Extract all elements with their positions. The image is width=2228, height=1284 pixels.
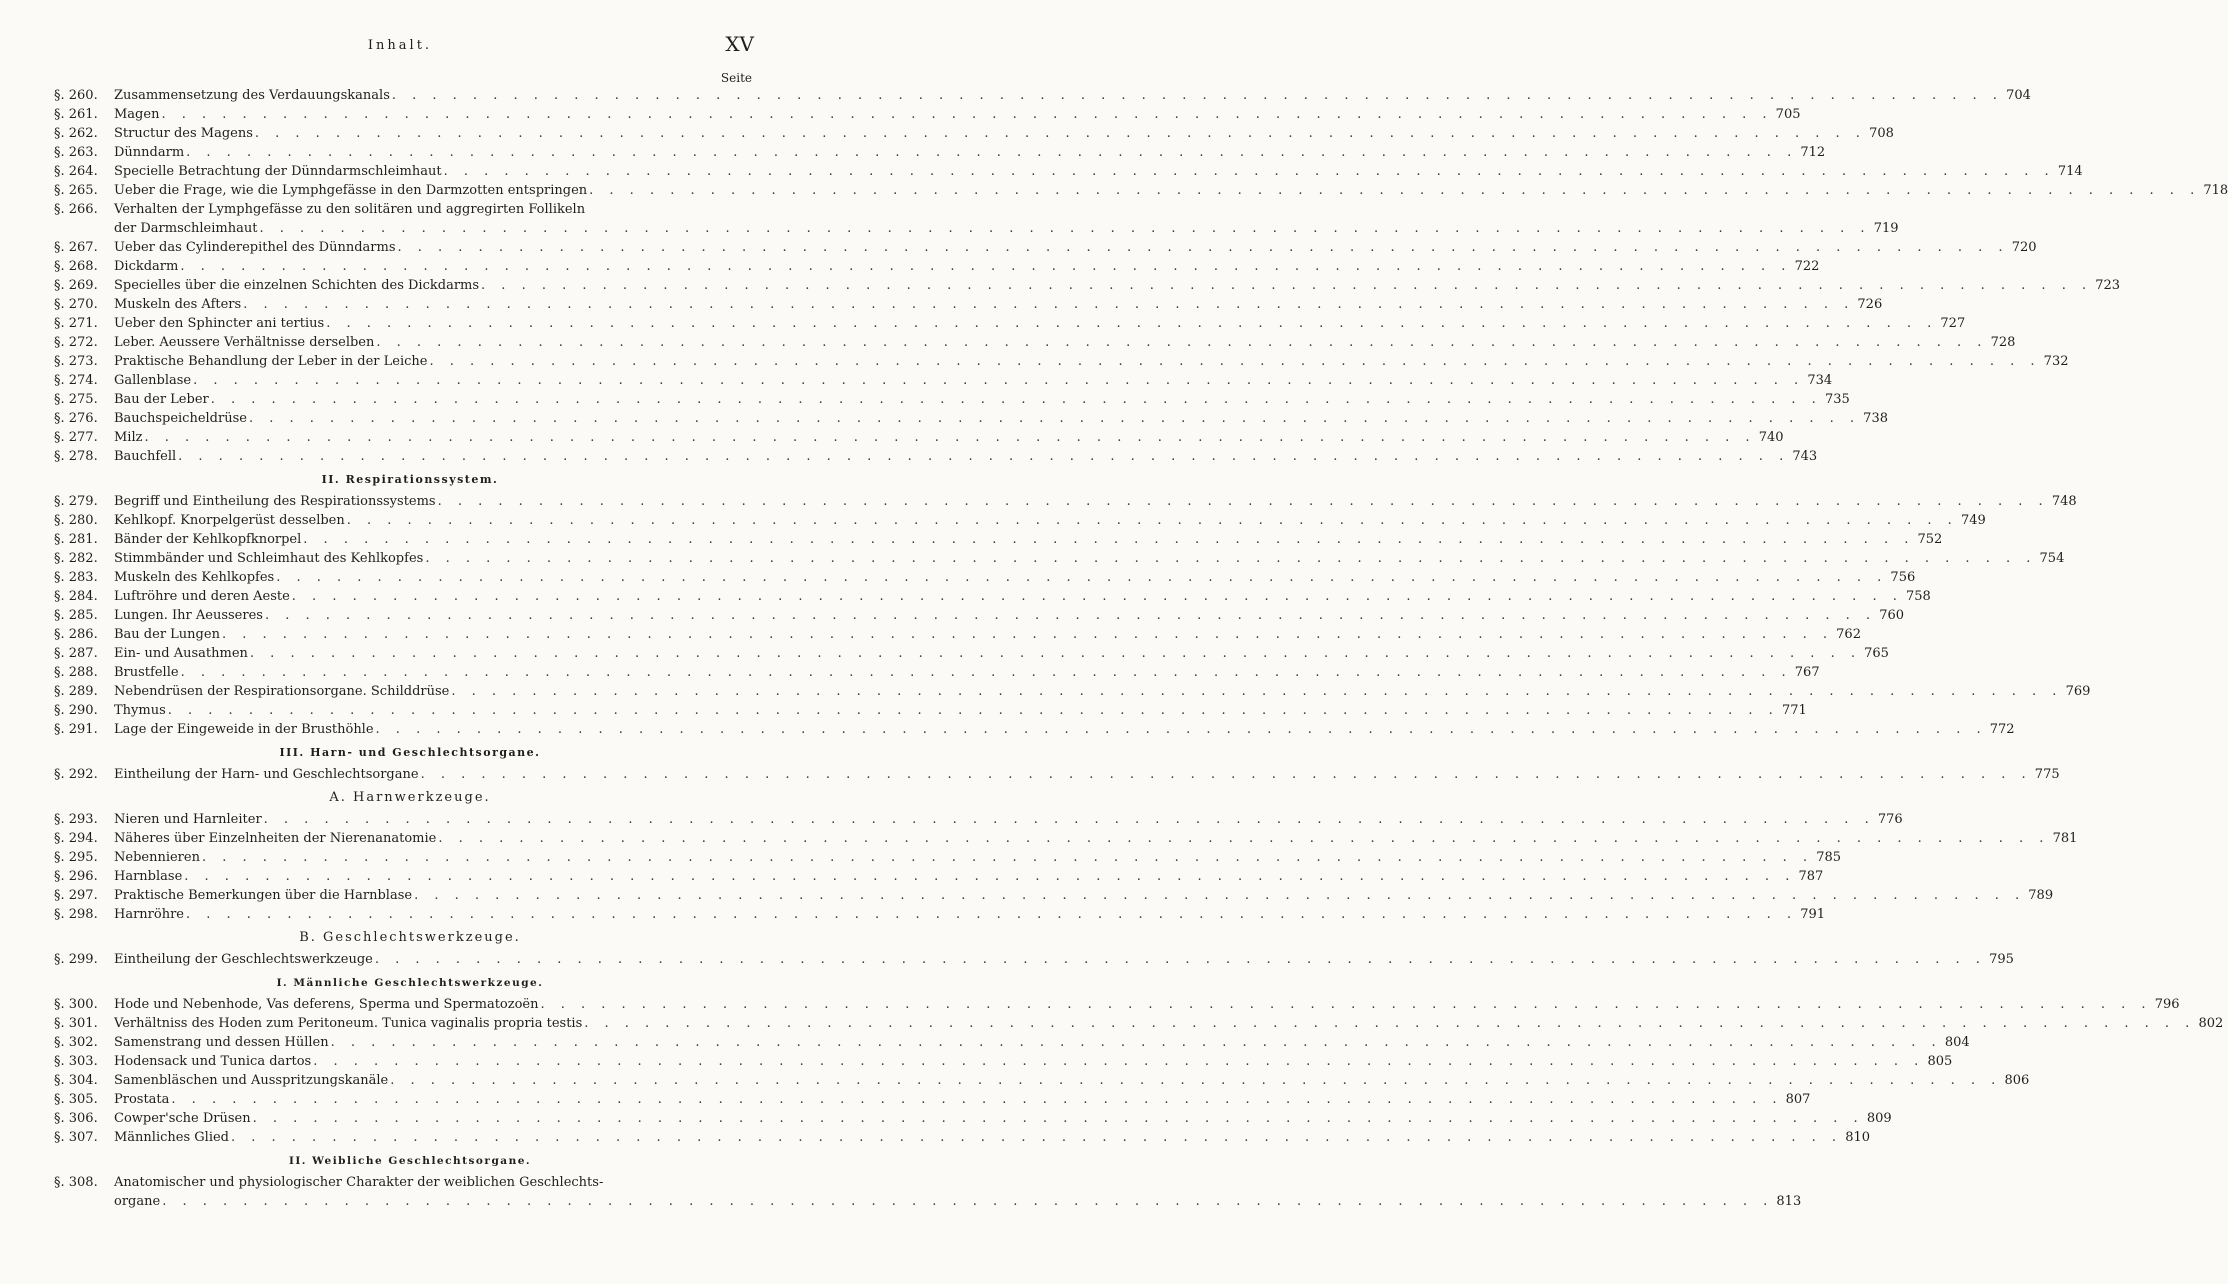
section-number: §. 273. — [54, 354, 98, 369]
dot-leader: . . . . . . . . . . . . . . . . . . . . . . . . . . . . . . . . . . . . . . . . . . . . . . . . . . . . . . . . . . . . . . . . . . . . . . . . . . . . . . . . — [425, 551, 2037, 566]
toc-entry — [54, 257, 1820, 276]
toc-entry — [54, 447, 1818, 466]
toc-entry — [54, 238, 2037, 257]
section-number: §. 300. — [54, 997, 98, 1012]
section-number: §. 281. — [54, 532, 98, 547]
entry-title: Dickdarm — [114, 259, 179, 274]
toc-entry — [54, 1173, 1802, 1211]
toc-entry — [54, 352, 2069, 371]
section-number: §. 275. — [54, 392, 98, 407]
section-number: §. 264. — [54, 164, 98, 179]
toc-entry — [54, 314, 1966, 333]
page-number: 735 — [1824, 392, 1850, 407]
dot-leader: . . . . . . . . . . . . . . . . . . . . . . . . . . . . . . . . . . . . . . . . . . . . . . . . . . . . . . . . . . . . . . . . . . . . . . . . . . . . . . . . — [144, 430, 1756, 445]
entry-title: Hodensack und Tunica dartos — [114, 1054, 312, 1069]
section-number: §. 274. — [54, 373, 98, 388]
dot-leader: . . . . . . . . . . . . . . . . . . . . . . . . . . . . . . . . . . . . . . . . . . . . . . . . . . . . . . . . . . . . . . . . . . . . . . . . . . . . . . . . — [248, 411, 1860, 426]
page-number: 748 — [2051, 494, 2077, 509]
dot-leader: . . . . . . . . . . . . . . . . . . . . . . . . . . . . . . . . . . . . . . . . . . . . . . . . . . . . . . . . . . . . . . . . . . . . . . . . . . . . . . . . — [303, 532, 1915, 547]
entry-title: Samenstrang und dessen Hüllen — [114, 1035, 329, 1050]
section-number: §. 279. — [54, 494, 98, 509]
page-number: 712 — [1800, 145, 1826, 160]
section-number: §. 308. — [54, 1175, 98, 1190]
section-number: §. 283. — [54, 570, 98, 585]
toc-entry — [54, 162, 2083, 181]
page-number: 754 — [2039, 551, 2065, 566]
page-number: 758 — [1906, 589, 1931, 604]
entry-title: Praktische Behandlung der Leber in der Leiche — [114, 354, 428, 369]
dot-leader: . . . . . . . . . . . . . . . . . . . . . . . . . . . . . . . . . . . . . . . . . . . . . . . . . . . . . . . . . . . . . . . . . . . . . . . . . . . . . . . . — [180, 665, 1792, 680]
dot-leader: . . . . . . . . . . . . . . . . . . . . . . . . . . . . . . . . . . . . . . . . . . . . . . . . . . . . . . . . . . . . . . . . . . . . . . . . . . . . . . . . — [429, 354, 2041, 369]
subsection-heading: B. Geschlechtswerkzeuge. — [299, 930, 521, 945]
entry-title: Hode und Nebenhode, Vas deferens, Sperma und Spermatozoën — [114, 997, 539, 1012]
dot-leader: . . . . . . . . . . . . . . . . . . . . . . . . . . . . . . . . . . . . . . . . . . . . . . . . . . . . . . . . . . . . . . . . . . . . . . . . . . . . . . . . — [390, 1073, 2002, 1088]
section-number: §. 286. — [54, 627, 98, 642]
page-number: 787 — [1798, 869, 1824, 884]
section-number: §. 299. — [54, 952, 98, 967]
section-number: §. 294. — [54, 831, 98, 846]
dot-leader: . . . . . . . . . . . . . . . . . . . . . . . . . . . . . . . . . . . . . . . . . . . . . . . . . . . . . . . . . . . . . . . . . . . . . . . . . . . . . . . . — [443, 164, 2055, 179]
page-number: 781 — [2052, 831, 2078, 846]
section-number: §. 265. — [54, 183, 98, 198]
toc-entry — [54, 995, 2180, 1014]
page-number: 749 — [1960, 513, 1986, 528]
section-number: §. 298. — [54, 907, 98, 922]
section-number: §. 261. — [54, 107, 98, 122]
section-number: §. 307. — [54, 1130, 98, 1145]
toc-entry — [54, 829, 2078, 848]
entry-title: Ueber das Cylinderepithel des Dünndarms — [114, 240, 396, 255]
dot-leader: . . . . . . . . . . . . . . . . . . . . . . . . . . . . . . . . . . . . . . . . . . . . . . . . . . . . . . . . . . . . . . . . . . . . . . . . . . . . . . . . — [374, 952, 1986, 967]
page-number: 804 — [1944, 1035, 1970, 1050]
toc-entry — [54, 867, 1824, 886]
entry-title: Lage der Eingeweide in der Brusthöhle — [114, 722, 374, 737]
dot-leader: . . . . . . . . . . . . . . . . . . . . . . . . . . . . . . . . . . . . . . . . . . . . . . . . . . . . . . . . . . . . . . . . . . . . . . . . . . . . . . . . — [330, 1035, 1942, 1050]
dot-leader: . . . . . . . . . . . . . . . . . . . . . . . . . . . . . . . . . . . . . . . . . . . . . . . . . . . . . . . . . . . . . . . . . . . . . . . . . . . . . . . . — [397, 240, 2009, 255]
toc-entry — [54, 644, 1889, 663]
page-number: 813 — [1776, 1194, 1802, 1209]
entry-title: Brustfelle — [114, 665, 179, 680]
page-number: 722 — [1794, 259, 1820, 274]
toc-entry — [54, 549, 2065, 568]
entry-title: Harnblase — [114, 869, 183, 884]
toc-entry — [54, 390, 1850, 409]
page-number: 728 — [1990, 335, 2016, 350]
toc-entry — [54, 428, 1784, 447]
dot-leader: . . . . . . . . . . . . . . . . . . . . . . . . . . . . . . . . . . . . . . . . . . . . . . . . . . . . . . . . . . . . . . . . . . . . . . . . . . . . . . . . — [252, 1111, 1864, 1126]
entry-title: Magen — [114, 107, 160, 122]
dot-leader: . . . . . . . . . . . . . . . . . . . . . . . . . . . . . . . . . . . . . . . . . . . . . . . . . . . . . . . . . . . . . . . . . . . . . . . . . . . . . . . . — [263, 812, 1875, 827]
seite-label: Seite — [720, 71, 752, 85]
entry-title: Bauchspeicheldrüse — [114, 411, 247, 426]
section-number: §. 263. — [54, 145, 98, 160]
dot-leader: . . . . . . . . . . . . . . . . . . . . . . . . . . . . . . . . . . . . . . . . . . . . . . . . . . . . . . . . . . . . . . . . . . . . . . . . . . . . . . . . — [376, 335, 1988, 350]
section-number: §. 260. — [54, 88, 98, 103]
entry-title: Zusammensetzung des Verdauungskanals — [114, 88, 390, 103]
running-title: Inhalt. — [367, 38, 433, 53]
section-number: §. 284. — [54, 589, 98, 604]
entry-title: Dünndarm — [114, 145, 185, 160]
section-number: §. 297. — [54, 888, 98, 903]
section-number: §. 306. — [54, 1111, 98, 1126]
page-number: 740 — [1758, 430, 1784, 445]
dot-leader: . . . . . . . . . . . . . . . . . . . . . . . . . . . . . . . . . . . . . . . . . . . . . . . . . . . . . . . . . . . . . . . . . . . . . . . . . . . . . . . . — [391, 88, 2003, 103]
dot-leader: . . . . . . . . . . . . . . . . . . . . . . . . . . . . . . . . . . . . . . . . . . . . . . . . . . . . . . . . . . . . . . . . . . . . . . . . . . . . . . . . — [243, 297, 1855, 312]
section-number: §. 285. — [54, 608, 98, 623]
section-number: §. 287. — [54, 646, 98, 661]
toc-entry — [54, 124, 1894, 143]
entry-title: Nebennieren — [114, 850, 200, 865]
section-number: §. 305. — [54, 1092, 98, 1107]
page-number: 762 — [1836, 627, 1861, 642]
section-number: §. 293. — [54, 812, 98, 827]
section-number: §. 282. — [54, 551, 98, 566]
page-number: 769 — [2065, 684, 2091, 699]
page-number: 727 — [1940, 316, 1966, 331]
toc-entry — [54, 105, 1801, 124]
entry-title: Eintheilung der Harn- und Geschlechtsorgane — [114, 767, 419, 782]
section-number: §. 278. — [54, 449, 98, 464]
section-number: §. 289. — [54, 684, 98, 699]
dot-leader: . . . . . . . . . . . . . . . . . . . . . . . . . . . . . . . . . . . . . . . . . . . . . . . . . . . . . . . . . . . . . . . . . . . . . . . . . . . . . . . . — [346, 513, 1958, 528]
toc-entry — [54, 905, 1826, 924]
toc-entry — [54, 1052, 1953, 1071]
toc-entry — [54, 701, 1807, 720]
entry-title: Bau der Lungen — [114, 627, 220, 642]
page-number: 743 — [1792, 449, 1818, 464]
toc-entry — [54, 720, 2015, 739]
entry-title: Bänder der Kehlkopfknorpel — [114, 532, 302, 547]
entry-title: Nieren und Harnleiter — [114, 812, 262, 827]
entry-title: Ein- und Ausathmen — [114, 646, 248, 661]
entry-title: Lungen. Ihr Aeusseres — [114, 608, 263, 623]
page-number: 718 — [2203, 183, 2228, 198]
toc-entry — [54, 886, 2054, 905]
dot-leader: . . . . . . . . . . . . . . . . . . . . . . . . . . . . . . . . . . . . . . . . . . . . . . . . . . . . . . . . . . . . . . . . . . . . . . . . . . . . . . . . — [161, 107, 1773, 122]
entry-title: Näheres über Einzelnheiten der Nierenanatomie — [114, 831, 437, 846]
toc-entry — [54, 1071, 2030, 1090]
toc-entry — [54, 1014, 2224, 1033]
dot-leader: . . . . . . . . . . . . . . . . . . . . . . . . . . . . . . . . . . . . . . . . . . . . . . . . . . . . . . . . . . . . . . . . . . . . . . . . . . . . . . . . — [180, 259, 1792, 274]
entry-title: Verhalten der Lymphgefässe zu den solitären und aggregirten Follikeln — [114, 202, 586, 217]
section-number: §. 266. — [54, 202, 98, 217]
section-number: §. 277. — [54, 430, 98, 445]
toc-entry — [54, 492, 2077, 511]
entry-title: Verhältniss des Hoden zum Peritoneum. Tunica vaginalis propria testis — [114, 1016, 583, 1031]
entry-title: Samenbläschen und Ausspritzungskanäle — [114, 1073, 389, 1088]
toc-entry — [54, 333, 2016, 352]
page-number: 809 — [1866, 1111, 1892, 1126]
dot-leader: . . . . . . . . . . . . . . . . . . . . . . . . . . . . . . . . . . . . . . . . . . . . . . . . . . . . . . . . . . . . . . . . . . . . . . . . . . . . . . . . — [193, 373, 1805, 388]
page-number: 734 — [1807, 373, 1833, 388]
toc-entry — [54, 810, 1903, 829]
entry-title: Leber. Aeussere Verhältnisse derselben — [114, 335, 375, 350]
page-number: 723 — [2095, 278, 2121, 293]
section-number: §. 270. — [54, 297, 98, 312]
toc-entry — [54, 511, 1986, 530]
toc-entry — [54, 200, 1899, 238]
page-number: 705 — [1775, 107, 1801, 122]
page-number: 760 — [1879, 608, 1905, 623]
dot-leader: . . . . . . . . . . . . . . . . . . . . . . . . . . . . . . . . . . . . . . . . . . . . . . . . . . . . . . . . . . . . . . . . . . . . . . . . . . . . . . . . — [231, 1130, 1843, 1145]
entry-title: Begriff und Eintheilung des Respirationssystems — [114, 494, 436, 509]
section-heading: III. Harn- und Geschlechtsorgane. — [279, 746, 541, 759]
dot-leader: . . . . . . . . . . . . . . . . . . . . . . . . . . . . . . . . . . . . . . . . . . . . . . . . . . . . . . . . . . . . . . . . . . . . . . . . . . . . . . . . — [375, 722, 1987, 737]
entry-title: Structur des Magens — [114, 126, 253, 141]
page-number: 810 — [1845, 1130, 1871, 1145]
section-number: §. 292. — [54, 767, 98, 782]
page-number: 719 — [1873, 221, 1899, 236]
dot-leader: . . . . . . . . . . . . . . . . . . . . . . . . . . . . . . . . . . . . . . . . . . . . . . . . . . . . . . . . . . . . . . . . . . . . . . . . . . . . . . . . — [162, 1194, 1774, 1209]
toc-entry — [54, 276, 2121, 295]
entry-title: Specielle Betrachtung der Dünndarmschleimhaut — [114, 164, 442, 179]
dot-leader: . . . . . . . . . . . . . . . . . . . . . . . . . . . . . . . . . . . . . . . . . . . . . . . . . . . . . . . . . . . . . . . . . . . . . . . . . . . . . . . . — [264, 608, 1877, 623]
page-number: 775 — [2034, 767, 2060, 782]
page-number: 756 — [1890, 570, 1916, 585]
dot-leader: . . . . . . . . . . . . . . . . . . . . . . . . . . . . . . . . . . . . . . . . . . . . . . . . . . . . . . . . . . . . . . . . . . . . . . . . . . . . . . . . — [259, 221, 1871, 236]
dot-leader: . . . . . . . . . . . . . . . . . . . . . . . . . . . . . . . . . . . . . . . . . . . . . . . . . . . . . . . . . . . . . . . . . . . . . . . . . . . . . . . . — [201, 850, 1814, 865]
page-number: 807 — [1785, 1092, 1811, 1107]
dot-leader: . . . . . . . . . . . . . . . . . . . . . . . . . . . . . . . . . . . . . . . . . . . . . . . . . . . . . . . . . . . . . . . . . . . . . . . . . . . . . . . . — [481, 278, 2093, 293]
table-of-contents — [54, 86, 2228, 1211]
dot-leader: . . . . . . . . . . . . . . . . . . . . . . . . . . . . . . . . . . . . . . . . . . . . . . . . . . . . . . . . . . . . . . . . . . . . . . . . . . . . . . . . — [249, 646, 1861, 661]
entry-title: Bauchfell — [114, 449, 177, 464]
entry-title: Gallenblase — [114, 373, 192, 388]
entry-title: Stimmbänder und Schleimhaut des Kehlkopfes — [114, 551, 424, 566]
section-number: §. 295. — [54, 850, 98, 865]
toc-entry — [54, 1128, 1871, 1147]
dot-leader: . . . . . . . . . . . . . . . . . . . . . . . . . . . . . . . . . . . . . . . . . . . . . . . . . . . . . . . . . . . . . . . . . . . . . . . . . . . . . . . . — [178, 449, 1790, 464]
dot-leader: . . . . . . . . . . . . . . . . . . . . . . . . . . . . . . . . . . . . . . . . . . . . . . . . . . . . . . . . . . . . . . . . . . . . . . . . . . . . . . . . — [326, 316, 1938, 331]
entry-title: Eintheilung der Geschlechtswerkzeuge — [114, 952, 373, 967]
entry-title-continued: organe — [114, 1194, 161, 1209]
dot-leader: . . . . . . . . . . . . . . . . . . . . . . . . . . . . . . . . . . . . . . . . . . . . . . . . . . . . . . . . . . . . . . . . . . . . . . . . . . . . . . . . — [291, 589, 1903, 604]
dot-leader: . . . . . . . . . . . . . . . . . . . . . . . . . . . . . . . . . . . . . . . . . . . . . . . . . . . . . . . . . . . . . . . . . . . . . . . . . . . . . . . . — [184, 869, 1796, 884]
section-number: §. 302. — [54, 1035, 98, 1050]
section-number: §. 304. — [54, 1073, 98, 1088]
page-number: 805 — [1927, 1054, 1953, 1069]
toc-entry — [54, 371, 1833, 390]
dot-leader: . . . . . . . . . . . . . . . . . . . . . . . . . . . . . . . . . . . . . . . . . . . . . . . . . . . . . . . . . . . . . . . . . . . . . . . . . . . . . . . . — [420, 767, 2032, 782]
section-number: §. 271. — [54, 316, 98, 331]
page-number: 806 — [2004, 1073, 2030, 1088]
toc-entry — [54, 682, 2091, 701]
dot-leader: . . . . . . . . . . . . . . . . . . . . . . . . . . . . . . . . . . . . . . . . . . . . . . . . . . . . . . . . . . . . . . . . . . . . . . . . . . . . . . . . — [451, 684, 2063, 699]
toc-entry — [54, 295, 1883, 314]
toc-entry — [54, 181, 2228, 200]
section-number: §. 291. — [54, 722, 98, 737]
dot-leader: . . . . . . . . . . . . . . . . . . . . . . . . . . . . . . . . . . . . . . . . . . . . . . . . . . . . . . . . . . . . . . . . . . . . . . . . . . . . . . . . — [210, 392, 1822, 407]
dot-leader: . . . . . . . . . . . . . . . . . . . . . . . . . . . . . . . . . . . . . . . . . . . . . . . . . . . . . . . . . . . . . . . . . . . . . . . . . . . . . . . . — [589, 183, 2201, 198]
entry-title: Specielles über die einzelnen Schichten des Dickdarms — [114, 278, 480, 293]
page-folio: XV — [725, 32, 754, 56]
dot-leader: . . . . . . . . . . . . . . . . . . . . . . . . . . . . . . . . . . . . . . . . . . . . . . . . . . . . . . . . . . . . . . . . . . . . . . . . . . . . . . . . — [167, 703, 1779, 718]
dot-leader: . . . . . . . . . . . . . . . . . . . . . . . . . . . . . . . . . . . . . . . . . . . . . . . . . . . . . . . . . . . . . . . . . . . . . . . . . . . . . . . . — [276, 570, 1888, 585]
page-number: 726 — [1857, 297, 1883, 312]
entry-title: Anatomischer und physiologischer Charakter der weiblichen Geschlechts- — [114, 1175, 604, 1190]
dot-leader: . . . . . . . . . . . . . . . . . . . . . . . . . . . . . . . . . . . . . . . . . . . . . . . . . . . . . . . . . . . . . . . . . . . . . . . . . . . . . . . . — [438, 831, 2050, 846]
entry-title: Muskeln des Kehlkopfes — [114, 570, 275, 585]
section-number: §. 303. — [54, 1054, 98, 1069]
dot-leader: . . . . . . . . . . . . . . . . . . . . . . . . . . . . . . . . . . . . . . . . . . . . . . . . . . . . . . . . . . . . . . . . . . . . . . . . . . . . . . . . — [584, 1016, 2196, 1031]
entry-title: Kehlkopf. Knorpelgerüst desselben — [114, 513, 345, 528]
toc-entry — [54, 530, 1943, 549]
page-number: 772 — [1989, 722, 2015, 737]
page-number: 767 — [1794, 665, 1820, 680]
entry-title: Männliches Glied — [114, 1130, 229, 1145]
toc-entry — [54, 663, 1820, 682]
section-heading: I. Männliche Geschlechtswerkzeuge. — [276, 977, 544, 989]
toc-entry — [54, 765, 2060, 784]
dot-leader: . . . . . . . . . . . . . . . . . . . . . . . . . . . . . . . . . . . . . . . . . . . . . . . . . . . . . . . . . . . . . . . . . . . . . . . . . . . . . . . . — [540, 997, 2152, 1012]
toc-entry — [54, 1033, 1970, 1052]
entry-title: Cowper'sche Drüsen — [114, 1111, 251, 1126]
page-number: 796 — [2154, 997, 2180, 1012]
entry-title: Praktische Bemerkungen über die Harnblase — [114, 888, 413, 903]
entry-title: Ueber die Frage, wie die Lymphgefässe in den Darmzotten entspringen — [114, 183, 588, 198]
section-heading: II. Respirationssystem. — [321, 473, 499, 486]
page-number: 789 — [2028, 888, 2054, 903]
dot-leader: . . . . . . . . . . . . . . . . . . . . . . . . . . . . . . . . . . . . . . . . . . . . . . . . . . . . . . . . . . . . . . . . . . . . . . . . . . . . . . . . — [221, 627, 1833, 642]
page-number: 791 — [1800, 907, 1826, 922]
dot-leader: . . . . . . . . . . . . . . . . . . . . . . . . . . . . . . . . . . . . . . . . . . . . . . . . . . . . . . . . . . . . . . . . . . . . . . . . . . . . . . . . — [254, 126, 1866, 141]
entry-title: Muskeln des Afters — [114, 297, 242, 312]
entry-title: Nebendrüsen der Respirationsorgane. Schilddrüse — [114, 684, 450, 699]
toc-entry — [54, 1109, 1892, 1128]
toc-entry — [54, 625, 1861, 644]
page-number: 704 — [2006, 88, 2031, 103]
entry-title: Prostata — [114, 1092, 170, 1107]
entry-title: Milz — [114, 430, 143, 445]
toc-entry — [54, 587, 1931, 606]
toc-entry — [54, 950, 2014, 969]
section-number: §. 301. — [54, 1016, 98, 1031]
toc-entry — [54, 86, 2031, 105]
toc-entry — [54, 848, 1842, 867]
entry-title: Thymus — [114, 703, 166, 718]
entry-title: Ueber den Sphincter ani tertius — [114, 316, 325, 331]
page-number: 785 — [1816, 850, 1842, 865]
dot-leader: . . . . . . . . . . . . . . . . . . . . . . . . . . . . . . . . . . . . . . . . . . . . . . . . . . . . . . . . . . . . . . . . . . . . . . . . . . . . . . . . — [414, 888, 2026, 903]
page-number: 765 — [1864, 646, 1889, 661]
page-number: 720 — [2011, 240, 2037, 255]
dot-leader: . . . . . . . . . . . . . . . . . . . . . . . . . . . . . . . . . . . . . . . . . . . . . . . . . . . . . . . . . . . . . . . . . . . . . . . . . . . . . . . . — [186, 907, 1798, 922]
page-number: 795 — [1989, 952, 2014, 967]
toc-entry — [54, 409, 1888, 428]
section-number: §. 269. — [54, 278, 98, 293]
entry-title-continued: der Darmschleimhaut — [114, 221, 258, 236]
page-number: 802 — [2198, 1016, 2224, 1031]
section-number: §. 290. — [54, 703, 98, 718]
section-number: §. 280. — [54, 513, 98, 528]
dot-leader: . . . . . . . . . . . . . . . . . . . . . . . . . . . . . . . . . . . . . . . . . . . . . . . . . . . . . . . . . . . . . . . . . . . . . . . . . . . . . . . . — [437, 494, 2049, 509]
page-number: 714 — [2057, 164, 2083, 179]
subsection-heading: A. Harnwerkzeuge. — [329, 790, 491, 805]
section-number: §. 296. — [54, 869, 98, 884]
toc-entry — [54, 143, 1826, 162]
page-number: 776 — [1877, 812, 1903, 827]
section-number: §. 268. — [54, 259, 98, 274]
page-header — [0, 20, 800, 56]
dot-leader: . . . . . . . . . . . . . . . . . . . . . . . . . . . . . . . . . . . . . . . . . . . . . . . . . . . . . . . . . . . . . . . . . . . . . . . . . . . . . . . . — [313, 1054, 1925, 1069]
entry-title: Bau der Leber — [114, 392, 209, 407]
toc-entry — [54, 568, 1916, 587]
page-number: 708 — [1869, 126, 1894, 141]
section-number: §. 262. — [54, 126, 98, 141]
section-number: §. 267. — [54, 240, 98, 255]
page-number: 738 — [1863, 411, 1888, 426]
section-number: §. 272. — [54, 335, 98, 350]
page-number: 771 — [1781, 703, 1807, 718]
entry-title: Luftröhre und deren Aeste — [114, 589, 290, 604]
section-number: §. 276. — [54, 411, 98, 426]
entry-title: Harnröhre — [114, 907, 184, 922]
page-number: 752 — [1917, 532, 1943, 547]
page-number: 732 — [2043, 354, 2069, 369]
section-heading: II. Weibliche Geschlechtsorgane. — [288, 1155, 532, 1167]
dot-leader: . . . . . . . . . . . . . . . . . . . . . . . . . . . . . . . . . . . . . . . . . . . . . . . . . . . . . . . . . . . . . . . . . . . . . . . . . . . . . . . . — [186, 145, 1798, 160]
dot-leader: . . . . . . . . . . . . . . . . . . . . . . . . . . . . . . . . . . . . . . . . . . . . . . . . . . . . . . . . . . . . . . . . . . . . . . . . . . . . . . . . — [171, 1092, 1783, 1107]
section-number: §. 288. — [54, 665, 98, 680]
toc-entry — [54, 1090, 1811, 1109]
toc-entry — [54, 606, 1905, 625]
